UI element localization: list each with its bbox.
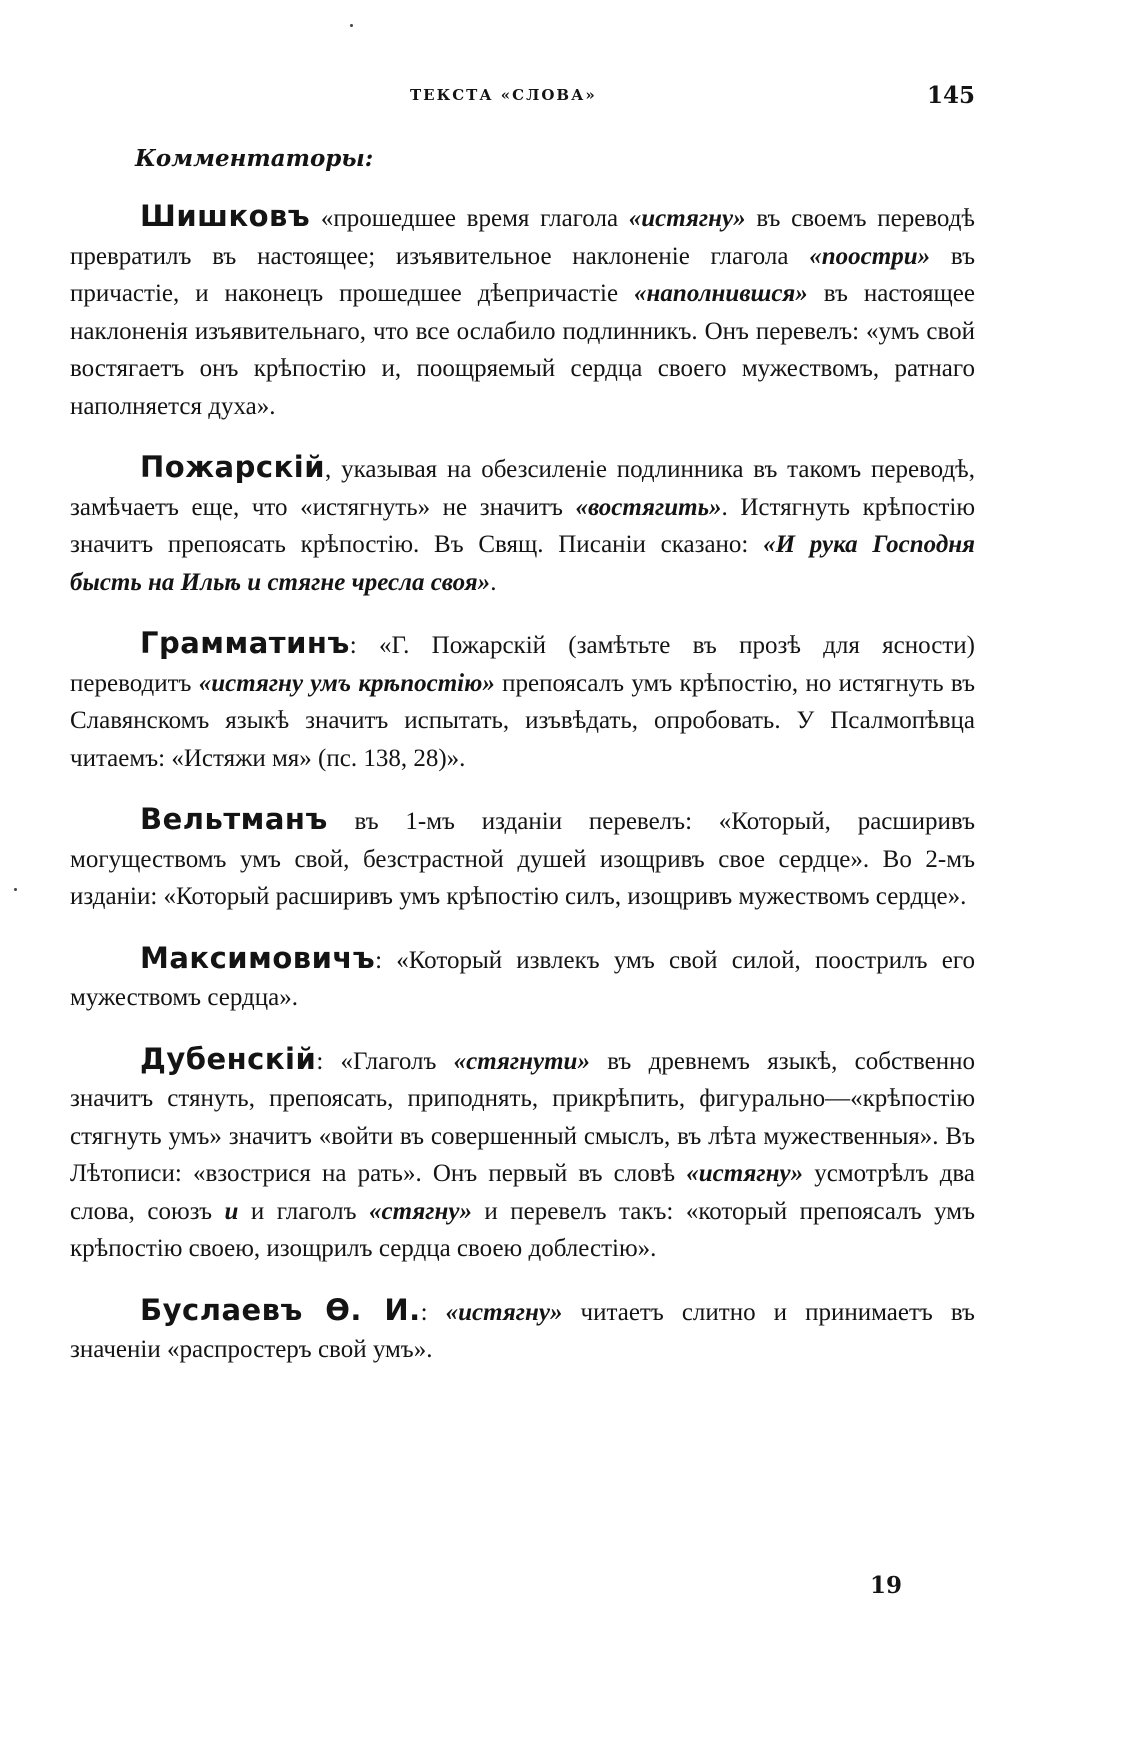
commentator-name: Буслаевъ Ѳ. И. (140, 1292, 421, 1327)
paragraph-text: «прошедшее время глагола (310, 205, 629, 232)
commentator-name: Вельтманъ (140, 802, 328, 836)
commentator-name: Пожарскій (140, 450, 326, 484)
running-title: ТЕКСТА «СЛОВА» (410, 86, 597, 104)
paragraph-text: : «Г. Пожарскій (замѣтьте въ прозѣ для ясности) переводитъ (70, 632, 975, 697)
commentary-paragraph (70, 801, 975, 916)
signature-mark: 19 (870, 1572, 903, 1599)
quoted-term: «истягну умъ крѣпостію» (198, 669, 495, 697)
quoted-term: «истягну» (445, 1298, 563, 1326)
paragraph-text: , указывая на обезсиленіе подлинника въ такомъ переводѣ, замѣчаетъ еще, что «истягнуть» не значитъ (70, 456, 975, 521)
paragraph-text: препоясалъ умъ крѣпостію, но истягнуть въ Славянскомъ языкѣ значитъ испытать, изъвѣдать, опробовать. У Псалмопѣвца читаемъ: «Истяжи мя» (пс. 138, 28)». (70, 669, 975, 772)
paragraph-text: : «Глаголъ (316, 1047, 454, 1075)
commentary-paragraph (70, 940, 975, 1017)
quoted-term: «наполнившся» (634, 280, 808, 307)
paragraph-text: читаетъ слитно и принимаетъ въ значеніи «распростеръ свой умъ». (70, 1298, 975, 1363)
paragraph-text: . (490, 568, 497, 596)
commentator-name: Грамматинъ (140, 626, 350, 660)
quoted-term: и (224, 1197, 239, 1225)
print-speck (350, 24, 353, 27)
print-speck (14, 888, 17, 891)
quoted-term: «востягить» (575, 493, 722, 521)
quoted-term: «поостри» (809, 242, 931, 270)
quoted-term: «стягну» (369, 1197, 472, 1225)
section-heading: Комментаторы: (135, 145, 374, 172)
commentator-name: Дубенскій (140, 1041, 317, 1076)
commentary-paragraph (70, 1041, 975, 1268)
quoted-term: «стягнути» (453, 1047, 590, 1075)
commentary-list (70, 198, 975, 1393)
paragraph-text: и перевелъ такъ: «который препоясалъ умъ крѣпостію своею, изощрилъ сердца своею доблестію». (70, 1197, 976, 1262)
quoted-term: «И рука Господня бысть на Ильѣ и стягне чресла своя» (70, 531, 975, 596)
paragraph-text: въ своемъ переводѣ превратилъ въ настоящее; изъявительное наклоненіе глагола (70, 205, 976, 270)
paragraph-text: : (420, 1298, 446, 1326)
commentary-paragraph (70, 198, 975, 425)
quoted-term: «истягну» (628, 205, 746, 232)
paragraph-text: и глаголъ (238, 1197, 370, 1225)
paragraph-text: въ древнемъ языкѣ, собственно значитъ стянуть, препоясать, приподнять, прикрѣпить, фигурально—«крѣпостію стягнуть умъ» значитъ «войти въ совершенный смыслъ, въ лѣта мужественныя». Въ Лѣтописи: «взострися на рать». Онъ первый въ словѣ (70, 1047, 975, 1187)
paragraph-text: усмотрѣлъ два слова, союзъ (70, 1160, 975, 1225)
paragraph-text: въ 1-мъ изданіи перевелъ: «Который, расширивъ могуществомъ умъ свой, безстрастной душей изощривъ свое сердце». Во 2-мъ изданіи: «Который расширивъ умъ крѣпостію силъ, изощривъ мужествомъ сердце». (70, 808, 975, 910)
commentary-paragraph (70, 1292, 975, 1369)
commentary-paragraph (70, 625, 975, 777)
page-number: 145 (926, 82, 975, 109)
book-page (70, 0, 975, 1743)
quoted-term: «истягну» (686, 1160, 804, 1187)
paragraph-text: въ настоящее наклоненія изъявительнаго, что все ослабило подлинникъ. Онъ перевелъ: «умъ свой востягаетъ онъ крѣпостію и, поощряемый сердца своего мужествомъ, ратнаго наполняется духа». (70, 280, 975, 420)
running-header (70, 82, 975, 112)
paragraph-text: : «Который извлекъ умъ свой силой, поострилъ его мужествомъ сердца». (70, 946, 975, 1011)
commentator-name: Шишковъ (140, 199, 311, 233)
commentator-name: Максимовичъ (140, 940, 376, 975)
paragraph-text: въ причастіе, и наконецъ прошедшее дѣепричастіе (70, 242, 975, 307)
paragraph-text: . Истягнуть крѣпостію значитъ препоясать крѣпостію. Въ Свящ. Писаніи сказано: (70, 493, 975, 558)
commentary-paragraph (70, 449, 975, 601)
